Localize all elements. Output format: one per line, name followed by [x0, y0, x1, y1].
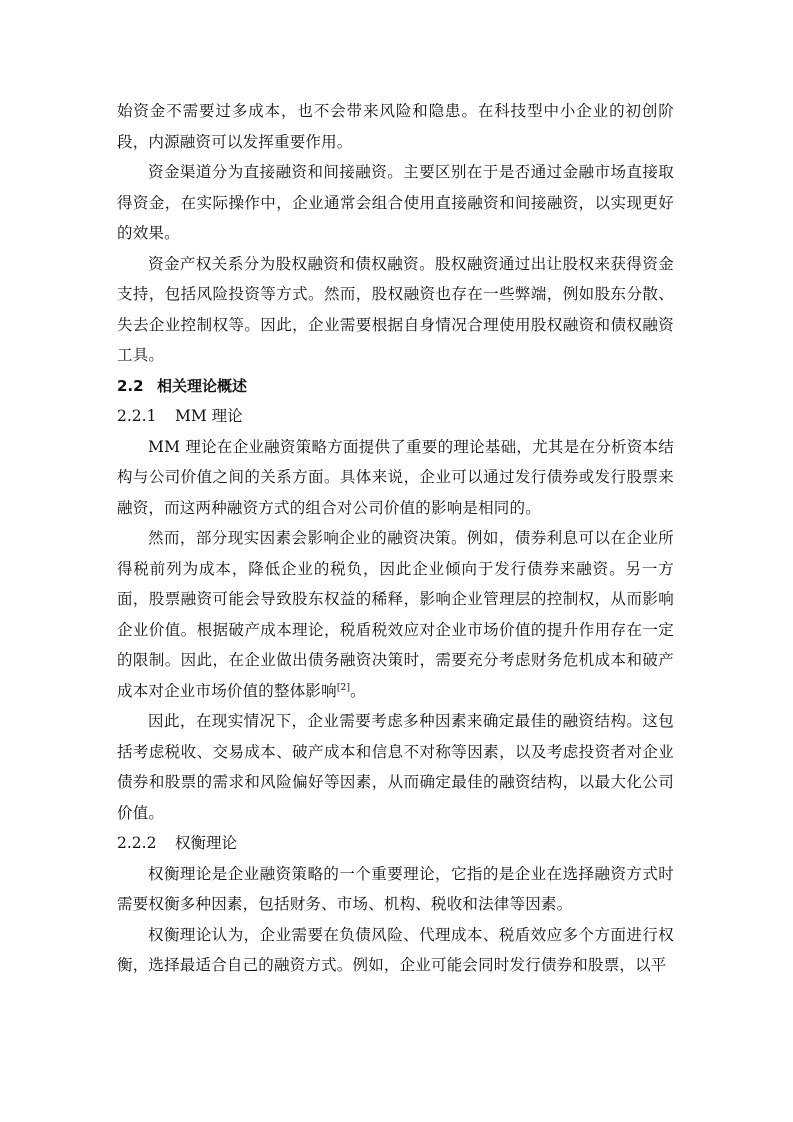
section-number: 2.2 [117, 376, 144, 395]
section-number: 2.2.1 [117, 407, 157, 425]
paragraph-end: 。 [350, 681, 366, 700]
paragraph-tradeoff-detail: 权衡理论认为，企业需要在负债风险、代理成本、税盾效应多个方面进行权衡，选择最适合自己的融资方式。例如，企业可能会同时发行债券和股票，以平 [117, 925, 674, 974]
paragraph-property-rights: 资金产权关系分为股权融资和债权融资。股权融资通过出让股权来获得资金支持，包括风险投资等方式。然而，股权融资也存在一些弊端，例如股东分散、失去企业控制权等。因此，企业需要根据自身情况合理使用股权融资和债权融资工具。 [117, 254, 674, 364]
paragraph-tradeoff-definition: 权衡理论是企业融资策略的一个重要理论，它指的是企业在选择融资方式时需要权衡多种因素，包括财务、市场、机构、税收和法律等因素。 [117, 864, 674, 913]
paragraph-internal-financing: 始资金不需要过多成本，也不会带来风险和隐患。在科技型中小企业的初创阶段，内源融资可以发挥重要作用。 [117, 102, 674, 151]
section-number: 2.2.2 [117, 834, 157, 852]
paragraph-real-factors [117, 523, 674, 706]
section-heading-2-2-2 [117, 828, 674, 859]
paragraph-funding-channels: 资金渠道分为直接融资和间接融资。主要区别在于是否通过金融市场直接取得资金，在实际操作中，企业通常会组合使用直接融资和间接融资，以实现更好的效果。 [117, 163, 674, 242]
citation-marker: [2] [336, 682, 351, 693]
paragraph-optimal-structure: 因此，在现实情况下，企业需要考虑多种因素来确定最佳的融资结构。这包括考虑税收、交易成本、破产成本和信息不对称等因素，以及考虑投资者对企业债券和股票的需求和风险偏好等因素，从而确定最佳的融资结构，以最大化公司价值。 [117, 712, 674, 822]
section-heading-2-2 [117, 371, 674, 402]
section-title: MM 理论 [175, 407, 243, 425]
paragraph-mm-theory: MM 理论在企业融资策略方面提供了重要的理论基础，尤其是在分析资本结构与公司价值之间的关系方面。具体来说，企业可以通过发行债券或发行股票来融资，而这两种融资方式的组合对公司价值的影响是相同的。 [117, 437, 674, 517]
document-page [117, 96, 674, 981]
section-heading-2-2-1 [117, 401, 674, 432]
paragraph-text: 然而，部分现实因素会影响企业的融资决策。例如，债券利息可以在企业所得税前列为成本，降低企业的税负，因此企业倾向于发行债券来融资。另一方面，股票融资可能会导致股东权益的稀释，影响企业管理层的控制权，从而影响企业价值。根据破产成本理论，税盾税效应对企业市场价值的提升作用存在一定的限制。因此，在企业做出债务融资决策时，需要充分考虑财务危机成本和破产成本对企业市场价值的整体影响 [117, 529, 674, 700]
section-title: 相关理论概述 [157, 376, 248, 395]
section-title: 权衡理论 [175, 834, 238, 852]
